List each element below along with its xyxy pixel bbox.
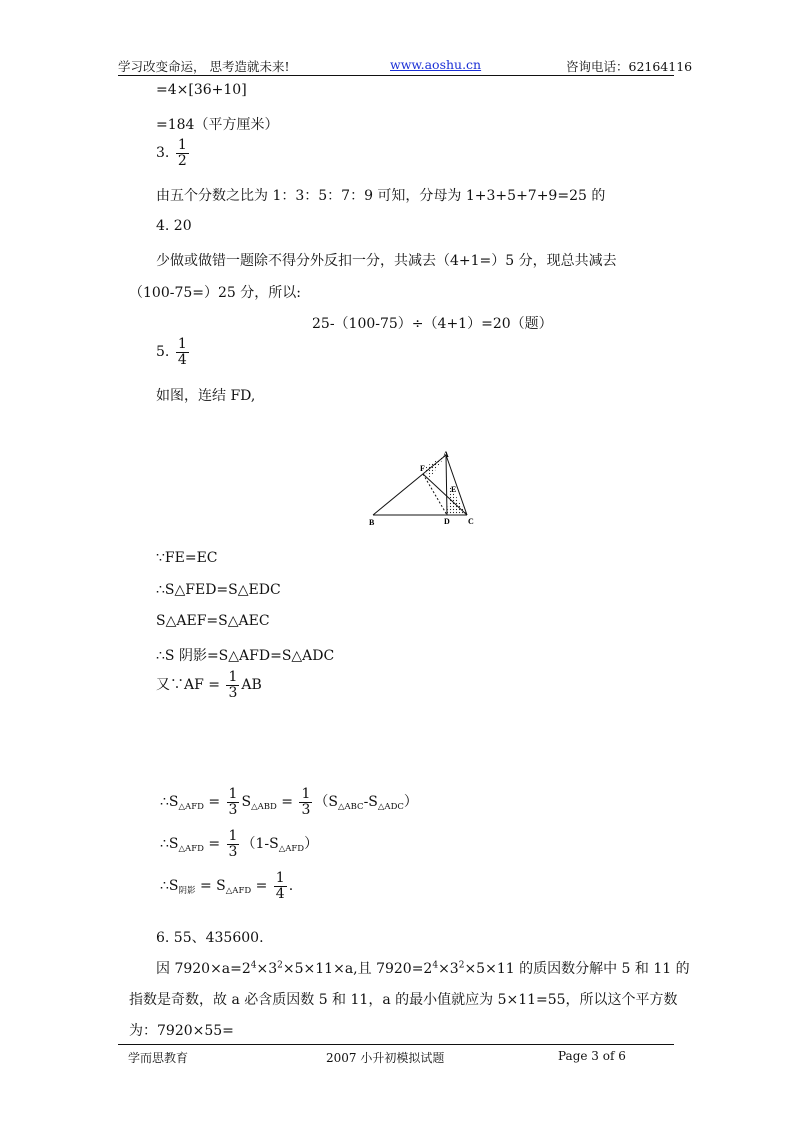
answer-5-number: 5. [156,344,170,361]
label-d: D [444,517,450,526]
proof-line-5: 又∵AF = $\frac{1}{3}$ AB [156,669,262,701]
answer-5-explanation: 如图，连结 FD, [156,388,256,404]
answer-4: 4. 20 [156,218,192,234]
answer-4-equation: 25-（100-75）÷（4+1）=20（题） [312,316,553,332]
answer-6-explanation-3: 为：7920×55= [129,1023,234,1039]
formula-2: $\therefore S_{\triangle AFD}$ = $\frac{1}{3}$ $(1-S_{\triangle AFD})$ [160,828,319,860]
answer-6-explanation-1: 因 $7920\times a=2^4\times 3^2\times 5\times 11\times a$,且 $7920=2^4\times 3^2\times 5\times 11$ 的质因数分解中 5 和 11 的 [156,960,690,977]
answer-3 [156,138,191,168]
answer-5-fraction: $\frac{1}{4}$ [177,336,187,368]
footer-page-number: Page 3 of 6 [558,1049,626,1063]
answer-5 [156,337,191,367]
fraction-one-third: $\frac{1}{3}$ [228,669,238,701]
segment-fd [423,474,447,515]
triangle-figure [365,448,485,528]
answer-3-fraction: $\frac{1}{2}$ [177,137,187,169]
segment-fc [423,474,467,515]
footer-rule [118,1044,674,1045]
header-website-link[interactable]: www.aoshu.cn [390,57,482,72]
label-a: A [443,450,449,459]
footer-org: 学而思教育 [128,1051,189,1065]
header-slogan: 学习改变命运， 思考造就未来! [118,59,290,74]
answer-3-number: 3. [156,145,170,162]
answer-6: 6. 55、435600. [156,930,264,946]
label-b: B [369,518,375,527]
proof-line-4: ∴S 阴影=S△AFD=S△ADC [156,648,335,664]
answer-3-explanation: 由五个分数之比为 1：3：5：7：9 可知，分母为 1+3+5+7+9=25 的 [156,188,606,204]
formula-3: $\therefore S_{阴影} = S_{\triangle AFD}$ = $\frac{1}{4}$ . [160,870,294,902]
proof-line-2: ∴S△FED=S△EDC [156,582,281,598]
label-f: F [420,464,425,473]
label-c: C [468,517,474,526]
answer-6-explanation-2: 指数是奇数，故 a 必含质因数 5 和 11，a 的最小值就应为 5×11=55，所以这个平方数 [129,992,678,1008]
shaded-region-edc [447,486,467,515]
proof-line-3: S△AEF=S△AEC [156,613,270,629]
answer-4-explanation-2: （100-75=）25 分，所以: [129,285,301,301]
header-phone: 咨询电话：62164116 [566,59,693,74]
segment-ad [446,455,447,515]
label-e: E [451,485,457,494]
header-rule [118,75,674,76]
calc-line-2: =184（平方厘米） [156,117,279,133]
formula-1: $\therefore S_{\triangle AFD}$ = $\frac{1}{3}$ $S_{\triangle ABD}$ = $\frac{1}{3}$ $(S_{\triangle ABC}-S_{\triangle ADC})$ [160,786,418,818]
calc-line-1: =4×[36+10] [156,82,247,98]
proof-line-1: ∵FE=EC [156,550,218,566]
footer-title: 2007 小升初模拟试题 [326,1051,445,1065]
answer-4-explanation-1: 少做或做错一题除不得分外反扣一分，共减去（4+1=）5 分，现总共减去 [156,253,617,269]
